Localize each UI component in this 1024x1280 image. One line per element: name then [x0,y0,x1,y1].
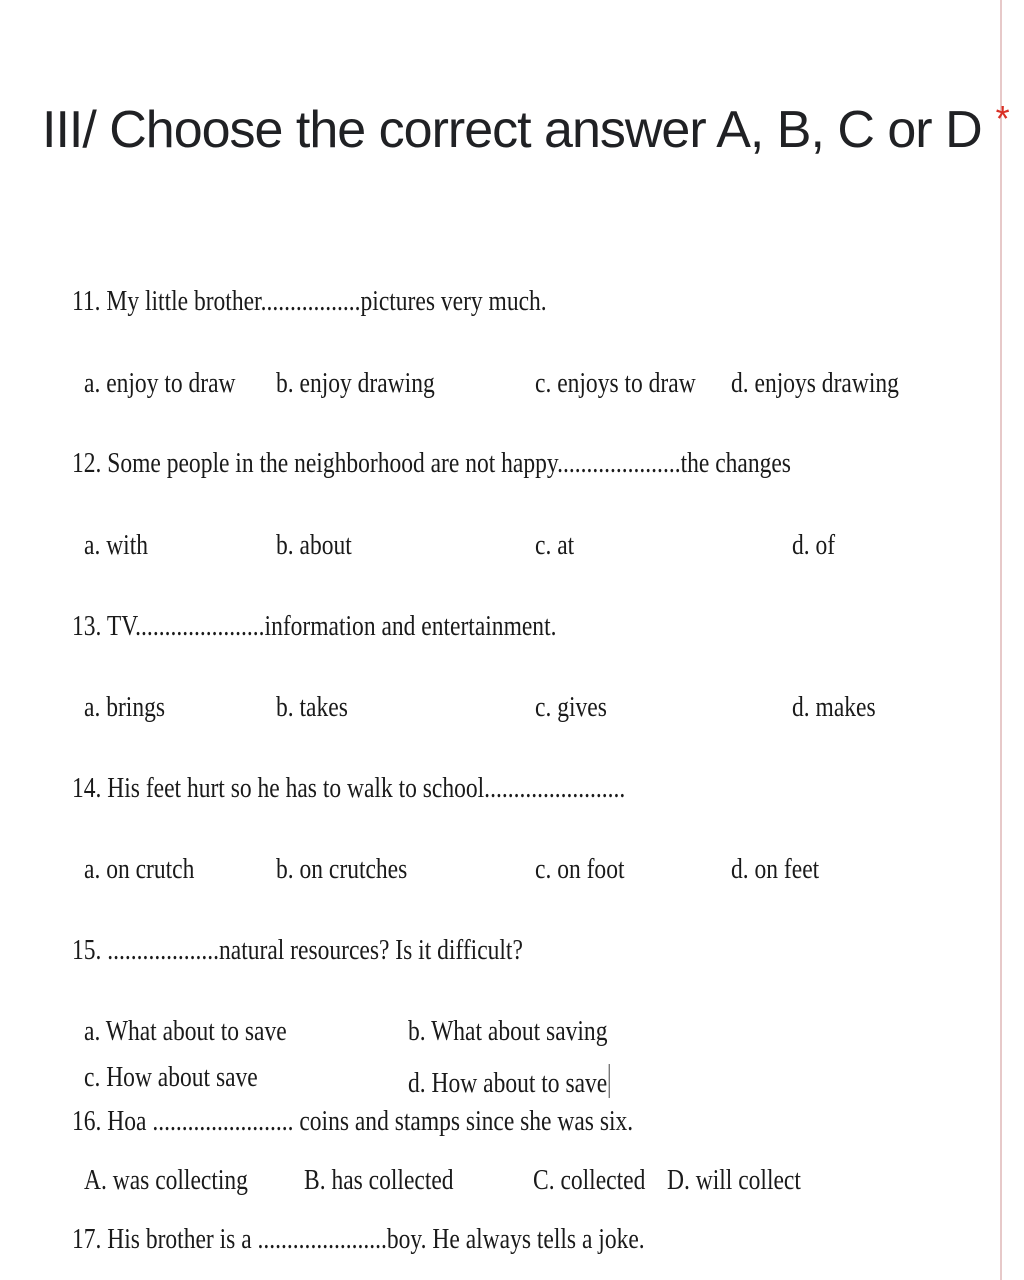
question-15-option-b: b. What about saving [408,1016,608,1047]
question-11-option-d: d. enjoys drawing [731,368,899,399]
question-15-option-d-text: d. How about to save [408,1068,608,1099]
question-12-stem: 12. Some people in the neighborhood are not happy.....................the changes [72,448,791,479]
question-13-option-b: b. takes [276,692,348,723]
question-11-option-c: c. enjoys to draw [535,368,696,399]
question-11-option-a: a. enjoy to draw [84,368,236,399]
text-cursor [609,1064,610,1098]
question-16-option-d: D. will collect [667,1165,801,1196]
section-title: III/ Choose the correct answer A, B, C or D [42,101,982,159]
question-15-option-d [408,1064,610,1098]
section-heading [42,98,1009,160]
question-14-option-b: b. on crutches [276,854,408,885]
question-12-option-c: c. at [535,530,575,561]
question-13-option-d: d. makes [792,692,876,723]
question-11-option-b: b. enjoy drawing [276,368,435,399]
question-15-option-c: c. How about save [84,1062,258,1093]
question-12-option-d: d. of [792,530,836,561]
card-right-border [1000,0,1002,1280]
question-14-option-d: d. on feet [731,854,820,885]
question-16-option-c: C. collected [533,1165,646,1196]
question-16-option-a: A. was collecting [84,1165,248,1196]
question-12-option-a: a. with [84,530,149,561]
question-16-option-b: B. has collected [304,1165,454,1196]
question-15-option-a: a. What about to save [84,1016,287,1047]
question-13-option-c: c. gives [535,692,607,723]
question-14-stem: 14. His feet hurt so he has to walk to school........................ [72,773,626,804]
question-13-stem: 13. TV......................information and entertainment. [72,611,557,642]
question-14-option-c: c. on foot [535,854,625,885]
question-12-option-b: b. about [276,530,352,561]
question-13-option-a: a. brings [84,692,166,723]
question-11-stem: 11. My little brother.................pictures very much. [72,286,547,317]
required-asterisk: * [995,98,1009,139]
question-15-stem: 15. ...................natural resources? Is it difficult? [72,935,523,966]
question-16-stem: 16. Hoa ........................ coins and stamps since she was six. [72,1106,634,1137]
question-17-stem: 17. His brother is a ......................boy. He always tells a joke. [72,1224,645,1255]
question-14-option-a: a. on crutch [84,854,195,885]
